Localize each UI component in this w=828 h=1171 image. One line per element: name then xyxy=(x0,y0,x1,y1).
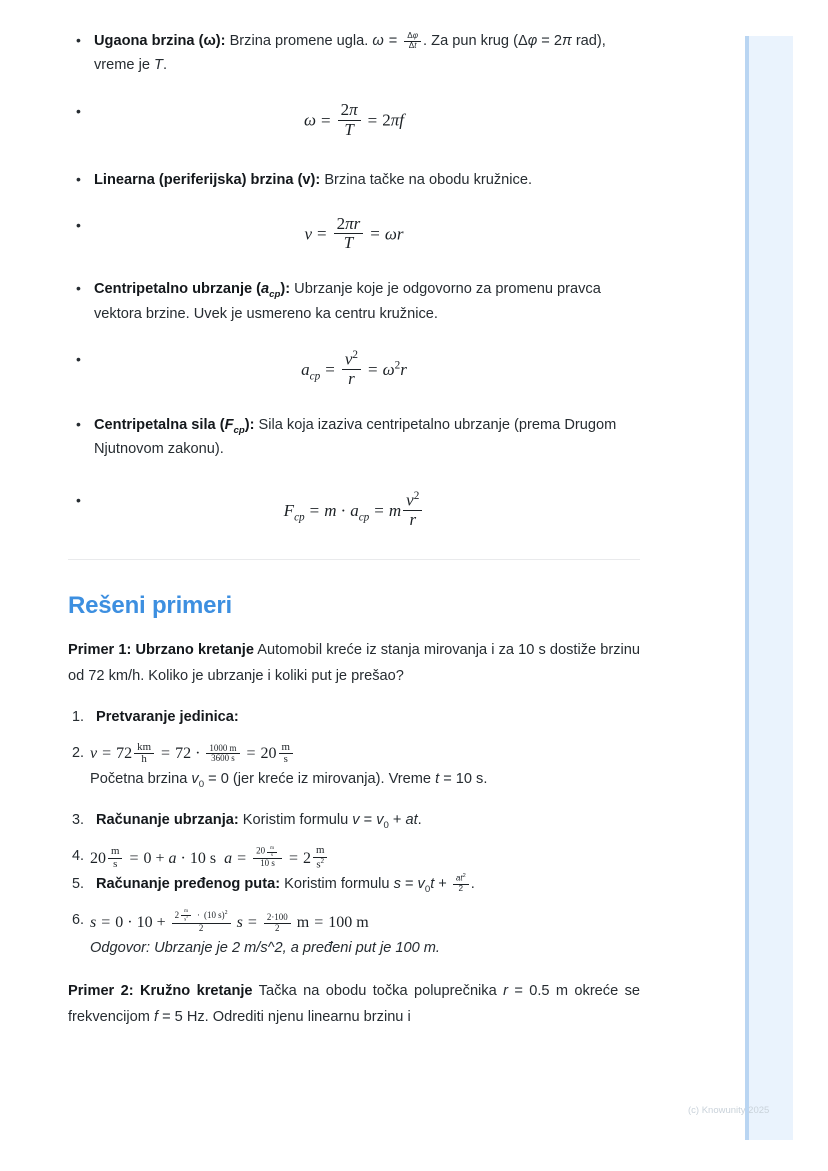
concept-text-tail: . Za pun krug (Δφ = 2π rad), vreme je T. xyxy=(94,33,606,73)
step-2-text: Koristim formulu $v = v_0$ + at. xyxy=(238,811,422,831)
step-1-body xyxy=(68,742,640,793)
math-acceleration: 20 $\frac{m}{s}$ = 0 + a · 10 s a = 20 $\frac{m}{s}$ 10 s = 2 $\frac{m}{s^2}$ xyxy=(90,845,640,871)
formula-slot-2 xyxy=(68,215,640,253)
list-item xyxy=(68,278,640,326)
example-1-text: Automobil kreće iz stanja mirovanja i za 10 s dostiže brzinu od 72 km/h. Koliko je ubrzanje i koliki put je prešao? xyxy=(68,642,640,685)
concept-term: Centripetalno ubrzanje $(a_{cp})$: xyxy=(94,281,291,301)
concept-term: Centripetalna sila $(F_{cp})$: xyxy=(94,416,255,436)
concept-text: Sila koja izaziva centripetalno ubrzanje (prema Drugom Njutnovom zakonu). xyxy=(94,416,617,458)
right-decorative-strip xyxy=(745,36,793,1140)
example-1-label: Primer 1: Ubrzano kretanje xyxy=(68,642,254,659)
example-2-label: Primer 2: Kružno kretanje xyxy=(68,982,253,999)
concept-term: Ugaona brzina (ω): xyxy=(94,33,226,49)
list-item xyxy=(68,809,640,833)
formula-slot-4 xyxy=(68,490,640,529)
step-1-heading: Pretvaranje jedinica: xyxy=(96,709,239,726)
concept-text: Brzina tačke na obodu kružnice. xyxy=(320,172,532,188)
step-3-heading: Računanje pređenog puta: xyxy=(96,875,281,892)
formula-slot-3 xyxy=(68,349,640,388)
list-item xyxy=(68,169,640,193)
step-3-body xyxy=(68,909,640,960)
copyright-watermark: (c) Knowunity 2025 xyxy=(688,1105,770,1116)
list-item xyxy=(68,414,640,462)
inline-math-omega: ω xyxy=(372,33,384,49)
example-1-answer: Odgovor: Ubrzanje je 2 m/s^2, a pređeni put je 100 m. xyxy=(90,940,440,957)
concept-text: Ubrzanje koje je odgovorno za promenu pravca vektora brzine. Uvek je usmereno ka centru kružnice. xyxy=(94,281,601,322)
document-content xyxy=(68,30,640,1047)
list-item xyxy=(68,706,640,729)
concept-term: Linearna (periferijska) brzina (v): xyxy=(94,172,321,188)
example-2-intro xyxy=(68,979,640,1031)
example-2-text: Tačka na obodu točka poluprečnika r = 0.5 m okreće se frekvencijom f = 5 Hz. Odrediti njenu linearnu brzinu i xyxy=(68,982,640,1025)
formula-centripetal-acceleration: • $a_{cp}$ = $\frac{v^2}{r}$ = $\omega^2r$ xyxy=(301,348,407,388)
solution-steps-example-1 xyxy=(68,706,640,960)
formula-linear-velocity: • v = $\frac{2\pi r}{T}$ = ωr xyxy=(304,213,404,252)
math-unit-conversion: v = 72 $\frac{km}{h}$ = 72 · $\frac{1000 m}{3600 s}$ = 20 $\frac{m}{s}$ xyxy=(90,742,640,766)
inline-fraction-delta-phi-delta-t: $\frac{\Delta\varphi}{\Delta t}$ xyxy=(404,32,421,51)
page-title: Rešeni primeri xyxy=(68,592,232,620)
section-divider xyxy=(68,559,640,560)
example-1-intro xyxy=(68,638,640,690)
step-3-text: Koristim formulu $s = v_0t$ + $\frac{at^2}{2}$ . xyxy=(280,873,475,895)
formula-centripetal-force: • $F_{cp} = m \cdot a_{cp} = m$ $\frac{v^2}{r}$ xyxy=(68,490,640,529)
step-1-note: Početna brzina $v_0 = 0$ (jer kreće iz mirovanja). Vreme t = 10 s. xyxy=(90,771,488,791)
concept-list xyxy=(68,30,640,529)
concept-text: Brzina promene ugla. xyxy=(225,33,373,49)
math-distance: s = 0 · 10 + 2 $\frac{m}{s^2}$ · (10 s)$^2$ 2 s = $\frac{2\cdot 100}{2}$ m = 100 m xyxy=(90,909,369,933)
formula-slot-1 xyxy=(68,101,640,139)
formula-angular-velocity: • ω = $\frac{2\pi}{T}$ = 2πf xyxy=(304,100,404,139)
step-2-body xyxy=(68,845,640,871)
list-item xyxy=(68,873,640,897)
step-2-heading: Računanje ubrzanja: xyxy=(96,811,239,828)
list-item: • Ugaona brzina (ω): Brzina promene ugla. ω = $\frac{\Delta\varphi}{\Delta t}$ . Za pun krug (Δφ = 2π rad), vreme je T. xyxy=(68,30,640,77)
